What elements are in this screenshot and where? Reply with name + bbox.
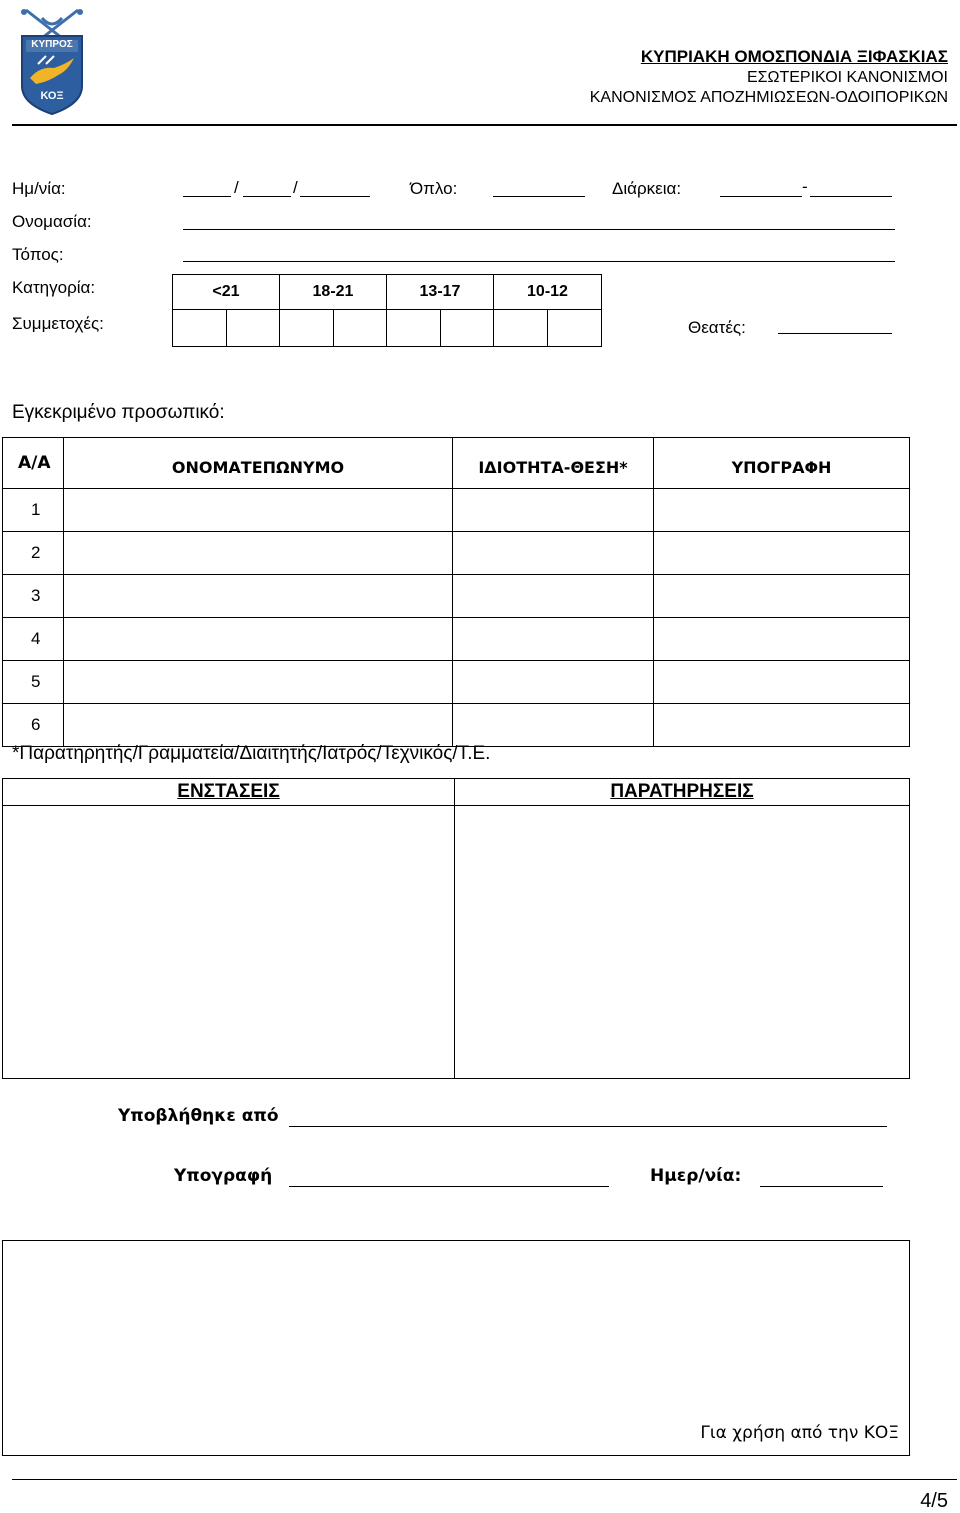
participation-count-field[interactable] [494, 310, 548, 347]
duration-separator: - [802, 177, 808, 196]
approved-staff-heading: Εγκεκριμένο προσωπικό: [12, 402, 225, 423]
staff-table [2, 437, 910, 747]
office-use-label: Για χρήση από την ΚΟΞ [700, 1423, 899, 1443]
participation-count-field[interactable] [280, 310, 334, 347]
category-cell[interactable]: <21 [173, 275, 280, 309]
role-cell[interactable] [453, 618, 654, 661]
participation-count-field[interactable] [334, 310, 387, 347]
date-year-field[interactable] [300, 196, 370, 197]
name-field[interactable] [183, 229, 895, 230]
fullname-cell[interactable] [64, 489, 453, 532]
compensation-regulation-subtitle: ΚΑΝΟΝΙΣΜΟΣ ΑΠΟΖΗΜΙΩΣΕΩΝ-ΟΔΟΙΠΟΡΙΚΩΝ [589, 89, 948, 106]
fullname-cell[interactable] [64, 661, 453, 704]
participation-count-field[interactable] [548, 310, 601, 347]
spectators-field[interactable] [778, 333, 892, 334]
fullname-cell[interactable] [64, 575, 453, 618]
signature-cell[interactable] [654, 575, 910, 618]
row-number: 1 [3, 489, 64, 532]
column-header-signature: ΥΠΟΓΡΑΦΗ [654, 438, 910, 489]
submission-date-field[interactable] [760, 1186, 883, 1187]
signature-cell[interactable] [654, 489, 910, 532]
remarks-header: ΠΑΡΑΤΗΡΗΣΕΙΣ [455, 779, 910, 806]
date-separator: / [234, 178, 239, 197]
row-number: 2 [3, 532, 64, 575]
submission-date-label: Ημερ/νία: [650, 1166, 742, 1186]
objections-field[interactable] [3, 806, 455, 1079]
office-use-box [2, 1240, 910, 1456]
name-label: Ονομασία: [12, 212, 92, 231]
spectators-label: Θεατές: [688, 318, 746, 337]
participation-count-field[interactable] [387, 310, 441, 347]
table-row [3, 575, 910, 618]
category-cell[interactable]: 10-12 [527, 283, 568, 300]
role-cell[interactable] [453, 575, 654, 618]
signature-cell[interactable] [654, 704, 910, 747]
column-header-fullname: ΟΝΟΜΑΤΕΠΩΝΥΜΟ [64, 438, 453, 489]
place-label: Τόπος: [12, 245, 64, 264]
role-footnote: *Παρατηρητής/Γραμματεία/Διαιτητής/Ιατρός/Τεχνικός/Τ.Ε. [12, 743, 491, 764]
participations-label: Συμμετοχές: [12, 314, 104, 333]
objections-header: ΕΝΣΤΑΣΕΙΣ [3, 779, 455, 806]
weapon-label: Όπλο: [410, 179, 458, 198]
duration-end-field[interactable] [810, 196, 892, 197]
signature-label: Υπογραφή [174, 1166, 273, 1186]
staff-table-header [3, 438, 910, 489]
column-header-role: ΙΔΙΟΤΗΤΑ-ΘΕΣΗ* [453, 438, 654, 489]
header-divider [12, 124, 957, 126]
fullname-cell[interactable] [64, 704, 453, 747]
page-number: 4/5 [920, 1490, 948, 1512]
signature-cell[interactable] [654, 618, 910, 661]
submitted-by-label: Υποβλήθηκε από [118, 1106, 279, 1126]
fullname-cell[interactable] [64, 532, 453, 575]
weapon-field[interactable] [493, 196, 585, 197]
row-number: 3 [3, 575, 64, 618]
role-cell[interactable] [453, 704, 654, 747]
duration-start-field[interactable] [720, 196, 802, 197]
table-row [3, 489, 910, 532]
table-row [3, 661, 910, 704]
signature-cell[interactable] [654, 532, 910, 575]
row-number: 5 [3, 661, 64, 704]
submitted-by-field[interactable] [289, 1126, 887, 1127]
category-cell[interactable]: 18-21 [280, 275, 387, 309]
row-number: 4 [3, 618, 64, 661]
category-grid [172, 274, 602, 347]
federation-title: ΚΥΠΡΙΑΚΗ ΟΜΟΣΠΟΝΔΙΑ ΞΙΦΑΣΚΙΑΣ [640, 47, 948, 66]
category-cell[interactable]: 13-17 [387, 275, 494, 309]
date-separator: / [293, 178, 298, 197]
signature-field[interactable] [289, 1186, 609, 1187]
participation-count-field[interactable] [173, 310, 227, 347]
table-row [3, 618, 910, 661]
participation-count-field[interactable] [441, 310, 494, 347]
internal-regulations-subtitle: ΕΣΩΤΕΡΙΚΟΙ ΚΑΝΟΝΙΣΜΟΙ [746, 69, 948, 86]
objections-remarks-table [2, 778, 910, 1079]
fullname-cell[interactable] [64, 618, 453, 661]
role-cell[interactable] [453, 661, 654, 704]
logo-bottom-text: ΚΟΞ [40, 90, 64, 102]
date-label: Ημ/νία: [12, 179, 66, 198]
date-month-field[interactable] [243, 196, 291, 197]
logo-top-text: ΚΥΠΡΟΣ [31, 39, 73, 50]
participations-row [173, 309, 601, 347]
table-row [3, 532, 910, 575]
date-day-field[interactable] [183, 196, 231, 197]
remarks-field[interactable] [455, 806, 910, 1079]
federation-logo-icon [16, 8, 88, 120]
role-cell[interactable] [453, 489, 654, 532]
participation-count-field[interactable] [227, 310, 280, 347]
role-cell[interactable] [453, 532, 654, 575]
place-field[interactable] [183, 261, 895, 262]
table-row [3, 704, 910, 747]
category-label: Κατηγορία: [12, 278, 96, 297]
duration-label: Διάρκεια: [612, 179, 682, 198]
column-header-number: Α/Α [3, 438, 64, 489]
footer-divider [12, 1479, 957, 1480]
row-number: 6 [3, 704, 64, 747]
signature-cell[interactable] [654, 661, 910, 704]
